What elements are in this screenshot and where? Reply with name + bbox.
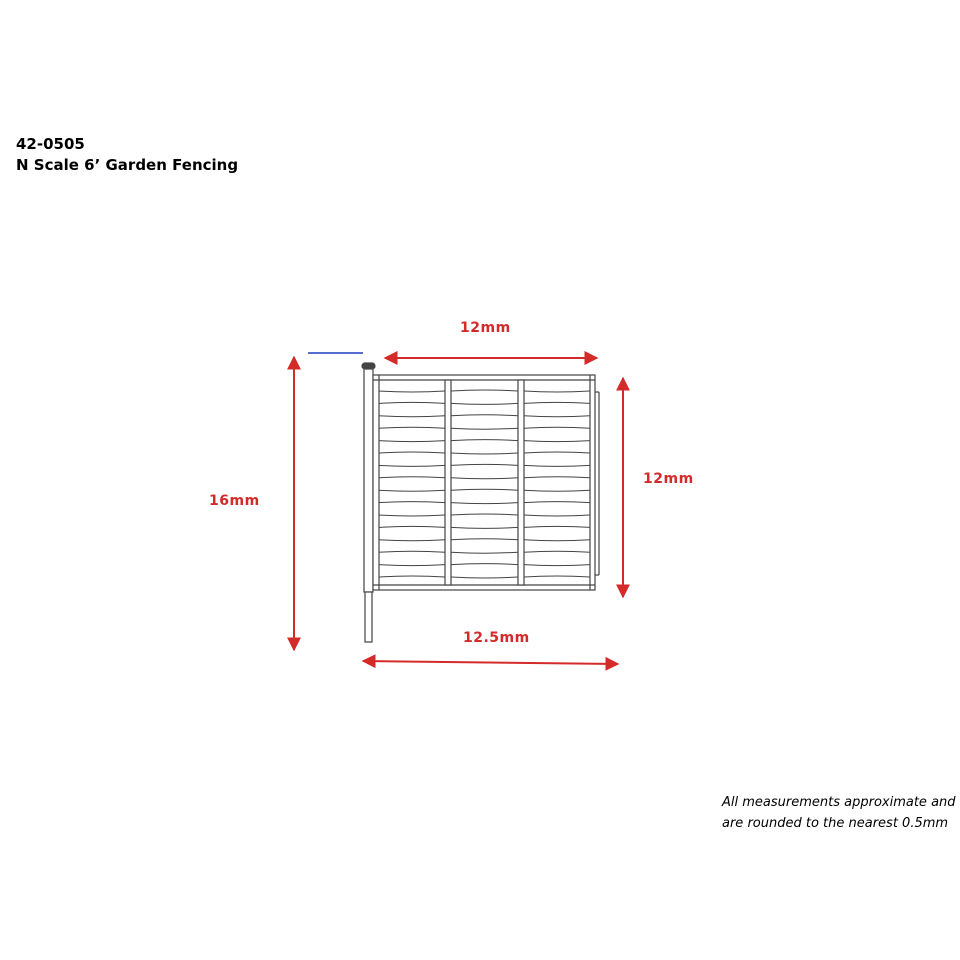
top-width-label: 12mm [460, 320, 511, 336]
bottom-width-label: 12.5mm [463, 630, 530, 646]
measurement-note [722, 792, 956, 834]
fence-panel [373, 375, 599, 590]
total-height-label: 16mm [209, 493, 260, 509]
bottom-width-arrow [363, 661, 618, 664]
measurement-note-line-1: All measurements approximate and [722, 795, 956, 810]
product-code: 42-0505 [16, 135, 85, 153]
product-name: N Scale 6’ Garden Fencing [16, 156, 239, 174]
measurement-note-line-2: are rounded to the nearest 0.5mm [722, 816, 949, 831]
panel-height-label: 12mm [643, 471, 694, 487]
